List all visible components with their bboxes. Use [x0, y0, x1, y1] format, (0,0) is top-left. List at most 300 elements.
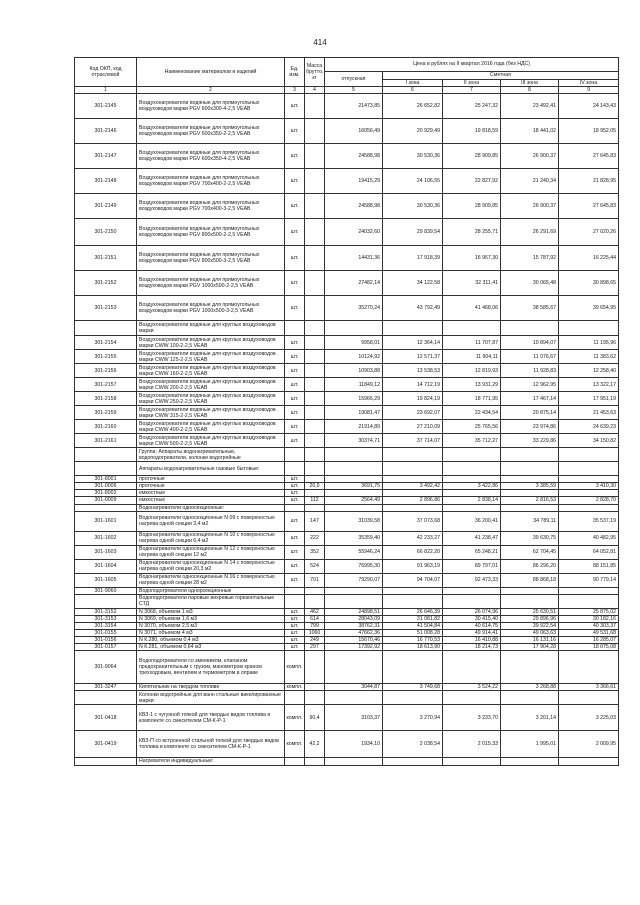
price-zone2: [443, 504, 501, 511]
price-zone2: 65 248,21: [443, 545, 501, 559]
price-release: 14431,36: [325, 246, 383, 271]
price-zone3: 26 900,37: [501, 194, 559, 219]
price-zone1: 13 538,53: [383, 364, 443, 378]
price-zone2: 28 255,71: [443, 219, 501, 246]
price-zone2: 49 914,41: [443, 630, 501, 637]
row-mass: [305, 392, 325, 406]
colnum: 8: [501, 87, 559, 94]
row-unit: шт.: [285, 119, 305, 144]
price-release: 21914,89: [325, 420, 383, 434]
row-code: 301-1602: [75, 531, 137, 545]
price-zone2: [443, 594, 501, 608]
table-row: [75, 594, 619, 608]
row-name: Колонки водогрейные для ванн стальные викелированные марки:: [137, 691, 285, 705]
row-unit: шт.: [285, 219, 305, 246]
row-unit: компл.: [286, 684, 303, 691]
price-zone4: [559, 594, 619, 608]
price-zone3: [501, 691, 559, 705]
row-mass: [305, 246, 325, 271]
page-number: 414: [313, 38, 327, 47]
table-row: [75, 684, 619, 691]
row-mass: [305, 194, 325, 219]
table-row: [75, 483, 619, 490]
price-zone2: [443, 490, 501, 497]
row-unit: шт.: [285, 246, 305, 271]
price-zone3: 18 441,02: [501, 119, 559, 144]
price-zone3: 20 875,14: [501, 406, 559, 420]
price-zone3: 11 076,67: [501, 350, 559, 364]
price-zone1: 30 530,36: [383, 194, 443, 219]
price-zone1: 18 613,90: [383, 644, 443, 651]
row-code: 301-2149: [75, 194, 137, 219]
price-zone2: 40 614,75: [443, 622, 501, 629]
row-code: 301-2157: [75, 378, 137, 392]
table-row: [75, 462, 619, 476]
price-zone4: 34 150,82: [559, 434, 619, 448]
row-unit: шт.: [285, 644, 305, 651]
price-release: 24588,98: [325, 144, 383, 169]
price-release: 15966,29: [325, 392, 383, 406]
row-unit: шт.: [285, 364, 305, 378]
price-zone3: 26 291,69: [501, 219, 559, 246]
row-name: Нагреватели индивидуальные:: [137, 758, 285, 765]
row-code: [75, 691, 137, 705]
row-code: 301-2152: [75, 271, 137, 296]
price-release: 17392,92: [325, 644, 383, 651]
row-name: Водонагреватели односекционные N 12 с поверхностью нагрева одной секции 12 м2: [137, 545, 285, 559]
price-release: [325, 448, 383, 462]
row-unit: шт.: [285, 511, 305, 531]
row-unit: [285, 691, 305, 705]
row-unit: шт.: [285, 169, 305, 194]
row-name: Водонагреватели односекционные N 09 с поверхностью нагрева одной секции 3,4 м2: [137, 511, 285, 531]
row-unit: [285, 448, 305, 462]
price-release: [325, 462, 383, 476]
row-unit: шт.: [285, 545, 305, 559]
row-code: 301-3152: [75, 608, 137, 615]
price-zone4: 25 875,02: [559, 608, 619, 615]
price-zone1: 12 571,37: [383, 350, 443, 364]
price-release: 27482,14: [325, 271, 383, 296]
price-zone1: [383, 691, 443, 705]
price-zone2: 11 707,87: [443, 336, 501, 350]
price-zone4: 3 225,03: [559, 705, 619, 731]
price-release: [325, 321, 383, 336]
price-release: 2564,49: [325, 497, 383, 504]
header-zone1: I зона: [383, 80, 443, 87]
row-mass: 20,9: [305, 483, 325, 490]
row-name: емкостные: [137, 497, 285, 504]
table-row: [75, 511, 619, 531]
row-mass: 112: [305, 497, 325, 504]
table-row: [75, 630, 619, 637]
row-name: Воздухонагреватели водяные для круглых воздуховодов марки CWW 400-2-2,5 VEAB: [137, 420, 285, 434]
table-row: [75, 644, 619, 651]
row-unit: шт.: [285, 559, 305, 573]
colnum: 4: [305, 87, 325, 94]
price-zone3: 39 922,54: [501, 622, 559, 629]
price-zone1: [383, 448, 443, 462]
row-name: Воздухонагреватели водяные для круглых воздуховодов марки CWW 315-2-2,5 VEAB: [137, 406, 285, 420]
price-zone3: 34 789,11: [501, 511, 559, 531]
price-zone2: 16 967,30: [443, 246, 501, 271]
price-release: [325, 476, 383, 483]
price-release: 9958,01: [325, 336, 383, 350]
price-zone1: 17 918,39: [383, 246, 443, 271]
table-row: [75, 350, 619, 364]
row-unit: шт.: [285, 497, 305, 504]
row-unit: шт.: [285, 637, 305, 644]
row-name: Воздухонагреватели водяные для круглых воздуховодов марки CWW 125-2-2,5 VEAB: [137, 350, 285, 364]
row-code: 301-3153: [75, 615, 137, 622]
price-zone1: 24 106,55: [383, 169, 443, 194]
row-code: 301-9060: [75, 587, 137, 594]
price-zone1: 2 896,86: [383, 497, 443, 504]
price-zone2: 11 904,11: [443, 350, 501, 364]
price-zone2: [443, 651, 501, 684]
price-zone2: 2 015,33: [443, 731, 501, 758]
price-zone3: 10 894,07: [501, 336, 559, 350]
price-zone2: [443, 462, 501, 476]
price-release: 19081,47: [325, 406, 383, 420]
table-row: [75, 758, 619, 765]
price-zone1: 26 646,39: [383, 608, 443, 615]
price-release: 19415,29: [325, 169, 383, 194]
row-code: 301-9064: [75, 651, 137, 684]
row-unit: [285, 462, 305, 476]
price-zone3: 26 900,37: [501, 144, 559, 169]
row-name: Водонагреватели односекционные N 10 с поверхностью нагрева одной секции 6,4 м2: [137, 531, 285, 545]
price-zone1: 3 749,68: [383, 684, 443, 691]
row-name: КВЗ-П со встроенной стальной топкой для твердых видов топлива в комплекте со смесителем СМ-К-Р-1: [137, 731, 285, 758]
price-zone4: 12 258,40: [559, 364, 619, 378]
row-unit: шт.: [285, 490, 305, 497]
table-row: [75, 144, 619, 169]
row-unit: компл.: [285, 731, 305, 758]
price-zone2: 16 410,88: [443, 637, 501, 644]
row-name: Воздухонагреватели водяные для прямоугольных воздуховодов марки PGV 600х350-4-2,5 VEAB: [137, 144, 285, 169]
table-row: [75, 406, 619, 420]
row-mass: [305, 504, 325, 511]
price-zone2: [443, 758, 501, 765]
price-zone3: 23 974,86: [501, 420, 559, 434]
row-mass: [305, 364, 325, 378]
price-zone3: 3 201,14: [501, 705, 559, 731]
row-unit: шт.: [285, 434, 305, 448]
header-zone3: III зона: [501, 80, 559, 87]
row-mass: [305, 144, 325, 169]
price-zone4: 2 828,70: [559, 497, 619, 504]
price-zone3: [501, 758, 559, 765]
row-mass: 352: [305, 545, 325, 559]
row-mass: [305, 336, 325, 350]
price-zone4: 17 951,19: [559, 392, 619, 406]
price-zone2: 3 233,70: [443, 705, 501, 731]
price-zone4: 27 645,83: [559, 194, 619, 219]
price-zone1: [383, 504, 443, 511]
row-mass: [305, 321, 325, 336]
price-zone3: [501, 462, 559, 476]
table-row: [75, 94, 619, 119]
price-zone4: 2 009,95: [559, 731, 619, 758]
table-row: [75, 336, 619, 350]
price-zone2: [443, 476, 501, 483]
price-zone4: 30 898,65: [559, 271, 619, 296]
price-zone4: 24 143,43: [559, 94, 619, 119]
price-zone4: 40 482,95: [559, 531, 619, 545]
price-release: 38762,31: [325, 622, 383, 629]
row-unit: шт.: [285, 392, 305, 406]
price-zone2: [443, 587, 501, 594]
colnum: 5: [325, 87, 383, 94]
row-unit: шт.: [285, 630, 305, 637]
price-release: [325, 758, 383, 765]
row-code: 301-2155: [75, 350, 137, 364]
price-zone2: 3 422,86: [443, 483, 501, 490]
row-code: 301-0418: [75, 705, 137, 731]
price-zone3: 62 704,45: [501, 545, 559, 559]
row-unit: шт.: [285, 531, 305, 545]
price-release: 1934,10: [325, 731, 383, 758]
row-mass: [305, 684, 325, 691]
price-release: 31039,58: [325, 511, 383, 531]
row-unit: [285, 587, 305, 594]
price-zone1: [383, 462, 443, 476]
row-mass: 1060: [305, 630, 325, 637]
price-zone2: 25 765,56: [443, 420, 501, 434]
price-zone4: 40 303,37: [559, 622, 619, 629]
table-row: [75, 504, 619, 511]
row-unit: шт.: [285, 336, 305, 350]
row-unit: шт.: [285, 420, 305, 434]
price-zone2: 3 524,22: [443, 684, 501, 691]
row-code: 301-8002: [75, 490, 137, 497]
row-code: 301-2156: [75, 364, 137, 378]
row-mass: 42,2: [305, 731, 325, 758]
price-zone3: [501, 448, 559, 462]
row-code: 301-0157: [75, 644, 137, 651]
price-zone3: 23 492,41: [501, 94, 559, 119]
price-zone1: 91 963,19: [383, 559, 443, 573]
row-code: [75, 594, 137, 608]
price-zone3: 1 995,01: [501, 731, 559, 758]
row-unit: шт.: [285, 296, 305, 321]
row-name: Группа: Аппараты водонагревательные, водоподогреватели, колонки водогрейные: [137, 448, 285, 462]
row-mass: [305, 448, 325, 462]
row-name: Водоподогреватели однорсекционные: [137, 587, 285, 594]
row-unit: шт.: [285, 483, 305, 490]
table-row: [75, 420, 619, 434]
row-name: Воздухонагреватели водяные для прямоугольных воздуховодов марки PGV 600х350-2-2,5 VEAB: [137, 119, 285, 144]
price-zone2: 92 473,33: [443, 573, 501, 587]
price-release: 79290,07: [325, 573, 383, 587]
row-code: 301-8001: [75, 476, 137, 483]
row-unit: шт.: [285, 94, 305, 119]
row-name: Воздухонагреватели водяные для круглых воздуховодов марки CWW 160-2-2,5 VEAB: [137, 364, 285, 378]
row-mass: 147: [305, 511, 325, 531]
price-zone2: 28 909,85: [443, 144, 501, 169]
price-zone1: 12 364,14: [383, 336, 443, 350]
row-mass: [305, 94, 325, 119]
row-mass: [305, 691, 325, 705]
price-zone2: 22 434,54: [443, 406, 501, 420]
price-zone1: 94 704,07: [383, 573, 443, 587]
price-zone3: [501, 321, 559, 336]
row-mass: [305, 434, 325, 448]
table-row: [75, 637, 619, 644]
header-mass: Масса брутто, кг: [305, 58, 325, 87]
price-zone1: 26 652,82: [383, 94, 443, 119]
table-row: [75, 615, 619, 622]
table-row: [75, 573, 619, 587]
price-release: 11849,12: [325, 378, 383, 392]
price-release: [325, 594, 383, 608]
price-release: 35359,40: [325, 531, 383, 545]
row-mass: 222: [305, 531, 325, 545]
row-code: 301-2150: [75, 219, 137, 246]
price-zone2: 25 247,32: [443, 94, 501, 119]
row-unit: шт.: [285, 378, 305, 392]
table-row: [75, 490, 619, 497]
price-zone1: 3 492,42: [383, 483, 443, 490]
row-mass: [305, 476, 325, 483]
price-zone1: [383, 490, 443, 497]
price-zone2: 41 468,06: [443, 296, 501, 321]
price-release: 24588,98: [325, 194, 383, 219]
table-row: [75, 476, 619, 483]
row-name: Воздухонагреватели водяные для прямоугольных воздуховодов марки PGV 600х300-4-2,5 VEAB: [137, 94, 285, 119]
row-mass: 462: [305, 608, 325, 615]
table-row: [75, 705, 619, 731]
price-zone1: [383, 587, 443, 594]
table-row: [75, 296, 619, 321]
price-release: 47662,36: [325, 630, 383, 637]
header-price-group: Цена в рублях на II квартал 2016 года (без НДС): [325, 58, 619, 72]
price-zone2: [443, 321, 501, 336]
row-code: 301-0156: [75, 637, 137, 644]
price-zone2: 28 909,85: [443, 194, 501, 219]
price-zone1: 51 008,28: [383, 630, 443, 637]
price-zone4: 18 952,05: [559, 119, 619, 144]
row-mass: [305, 462, 325, 476]
price-release: 28043,09: [325, 615, 383, 622]
price-zone4: 39 654,95: [559, 296, 619, 321]
table-row: [75, 608, 619, 615]
price-zone4: [559, 462, 619, 476]
row-mass: 249: [305, 637, 325, 644]
row-mass: 614: [305, 615, 325, 622]
price-zone4: 35 537,19: [559, 511, 619, 531]
row-code: 301-2145: [75, 94, 137, 119]
price-zone1: 41 504,84: [383, 622, 443, 629]
price-zone2: 13 931,29: [443, 378, 501, 392]
row-mass: [305, 378, 325, 392]
price-zone1: 66 822,20: [383, 545, 443, 559]
row-unit: шт.: [285, 406, 305, 420]
row-name: КВЗ-1 с чугунной топкой для твердых видов топлива в комплекте со смесителем СМ-К-Р-1: [137, 705, 285, 731]
price-release: 3044,87: [325, 684, 383, 691]
row-mass: [305, 490, 325, 497]
colnum: 9: [559, 87, 619, 94]
row-mass: 90,4: [305, 705, 325, 731]
price-zone3: 3 385,59: [501, 483, 559, 490]
price-zone3: 39 630,75: [501, 531, 559, 545]
row-code: [75, 462, 137, 476]
table-row: [75, 321, 619, 336]
table-row: [75, 271, 619, 296]
price-zone1: [383, 321, 443, 336]
price-zone2: 36 200,41: [443, 511, 501, 531]
price-zone3: [501, 594, 559, 608]
price-zone4: [559, 448, 619, 462]
price-zone4: 49 531,68: [559, 630, 619, 637]
price-release: 35270,24: [325, 296, 383, 321]
table-row: [75, 364, 619, 378]
price-zone4: 16 225,44: [559, 246, 619, 271]
price-zone3: 16 131,16: [501, 637, 559, 644]
row-name: N 3070, объемом 2,5 м3: [137, 622, 285, 629]
price-zone4: 27 020,26: [559, 219, 619, 246]
header-name: Наименование материалов и изделий: [137, 58, 285, 87]
row-code: 301-2147: [75, 144, 137, 169]
row-unit: шт.: [285, 271, 305, 296]
colnum: 7: [443, 87, 501, 94]
price-zone3: 2 816,53: [501, 497, 559, 504]
row-mass: [305, 119, 325, 144]
table-row: [75, 622, 619, 629]
row-code: 301-2159: [75, 406, 137, 420]
row-code: 301-2158: [75, 392, 137, 406]
row-mass: [305, 651, 325, 684]
price-zone4: 13 322,17: [559, 378, 619, 392]
price-zone1: 3 270,94: [383, 705, 443, 731]
row-name: Воздухонагреватели водяные для прямоугольных воздуховодов марки PGV 800х500-2-2,5 VEAB: [137, 219, 285, 246]
price-release: 3691,75: [325, 483, 383, 490]
price-release: [325, 587, 383, 594]
price-zone1: 2 038,54: [383, 731, 443, 758]
row-code: [75, 448, 137, 462]
table-row: [75, 545, 619, 559]
header-release: отпускная: [325, 72, 383, 87]
price-zone1: 37 714,07: [383, 434, 443, 448]
price-zone3: 11 928,83: [501, 364, 559, 378]
price-zone1: 20 929,49: [383, 119, 443, 144]
price-zone4: 90 779,14: [559, 573, 619, 587]
price-zone1: 37 073,68: [383, 511, 443, 531]
price-zone1: [383, 594, 443, 608]
row-code: 301-2160: [75, 420, 137, 434]
price-zone3: 29 896,96: [501, 615, 559, 622]
price-release: 15670,46: [325, 637, 383, 644]
price-zone2: 35 712,27: [443, 434, 501, 448]
price-zone1: 29 839,54: [383, 219, 443, 246]
table-row: [75, 559, 619, 573]
row-mass: 524: [305, 559, 325, 573]
colnum: 2: [137, 87, 285, 94]
price-zone3: [501, 587, 559, 594]
price-zone1: 30 530,36: [383, 144, 443, 169]
price-release: 16056,49: [325, 119, 383, 144]
price-zone2: 19 818,59: [443, 119, 501, 144]
row-code: [75, 321, 137, 336]
table-row: [75, 434, 619, 448]
price-release: [325, 490, 383, 497]
row-unit: шт.: [285, 144, 305, 169]
price-zone2: 26 074,96: [443, 608, 501, 615]
price-release: 24898,51: [325, 608, 383, 615]
price-zone4: [559, 476, 619, 483]
price-zone4: [559, 490, 619, 497]
